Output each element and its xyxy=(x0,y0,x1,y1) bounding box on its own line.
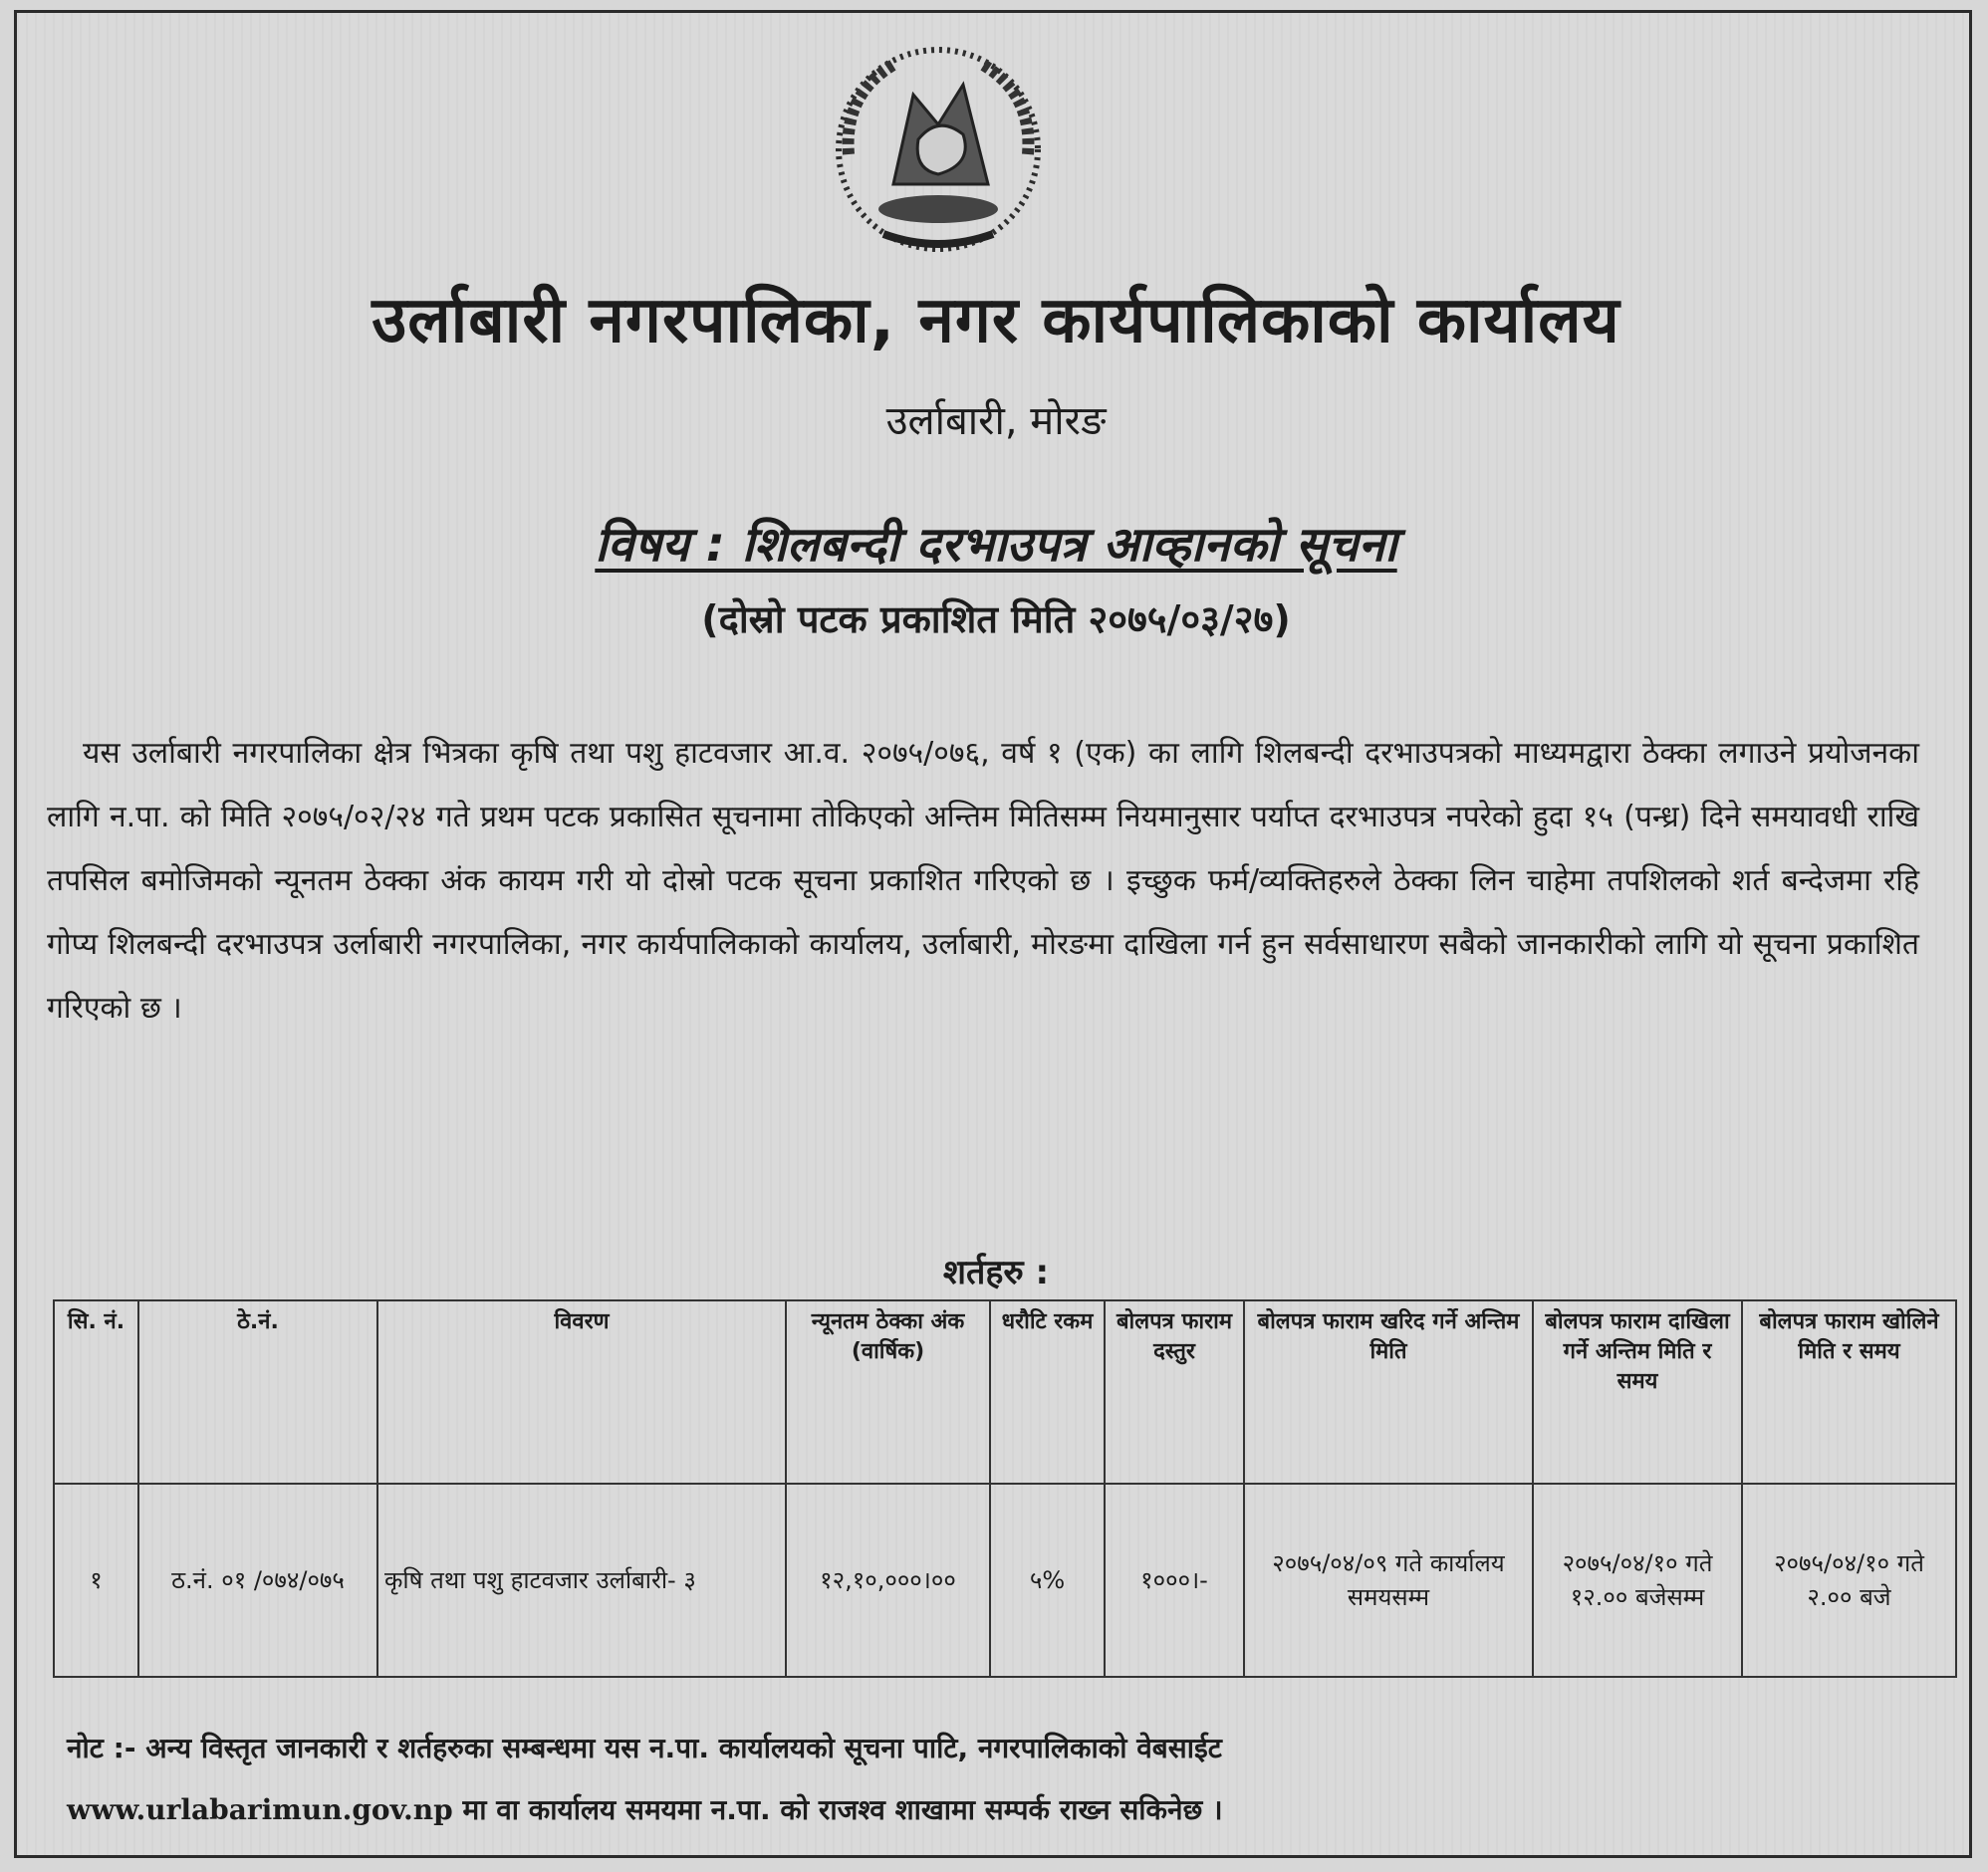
cell-sn: १ xyxy=(54,1484,138,1677)
col-description: विवरण xyxy=(377,1300,786,1484)
cell-contract-no: ठ.नं. ०१ /०७४/०७५ xyxy=(138,1484,377,1677)
col-contract-no: ठे.नं. xyxy=(138,1300,377,1484)
cell-opening: २०७५/०४/१० गते २.०० बजे xyxy=(1742,1484,1956,1677)
col-sn: सि. नं. xyxy=(54,1300,138,1484)
cell-form-fee: १०००।- xyxy=(1105,1484,1244,1677)
notice-paper xyxy=(14,10,1972,1858)
cell-min-amount: १२,१०,०००।०० xyxy=(786,1484,990,1677)
col-deposit: धरौटि रकम xyxy=(990,1300,1105,1484)
cell-submission-deadline: २०७५/०४/१० गते १२.०० बजेसम्म xyxy=(1533,1484,1742,1677)
government-emblem-icon xyxy=(824,35,1053,264)
cell-description: कृषि तथा पशु हाटवजार उर्लाबारी- ३ xyxy=(377,1484,786,1677)
footer-note xyxy=(67,1718,1919,1841)
office-title: उर्लाबारी नगरपालिका, नगर कार्यपालिकाको कार्यालय xyxy=(372,284,1620,357)
conditions-table xyxy=(53,1299,1957,1678)
conditions-title: शर्तहरु : xyxy=(942,1253,1050,1292)
publish-date-note: (दोस्रो पटक प्रकाशित मिति २०७५/०३/२७) xyxy=(701,597,1291,641)
col-min-amount: न्यूनतम ठेक्का अंक (वार्षिक) xyxy=(786,1300,990,1484)
col-form-fee: बोलपत्र फाराम दस्तुर xyxy=(1105,1300,1244,1484)
notice-paragraph: यस उर्लाबारी नगरपालिका क्षेत्र भित्रका कृषि तथा पशु हाटवजार आ.व. २०७५/०७६, वर्ष १ (एक) का लागि शिलबन्दी दरभाउपत्रको माध्यमद्वारा ठेक्का लगाउने प्रयोजनका लागि न.पा. को मिति २०७५/०२/२४ गते प्रथम पटक प्रकासित सूचनामा तोकिएको अन्तिम मितिसम्म नियमानुसार पर्याप्त दरभाउपत्र नपरेको हुदा १५ (पन्ध्र) दिने समयावधी राखि तपसिल बमोजिमको न्यूनतम ठेक्का अंक कायम गरी यो दोस्रो पटक सूचना प्रकाशित गरिएको छ । इच्छुक फर्म/व्यक्तिहरुले ठेक्का लिन चाहेमा तपशिलको शर्त बन्देजमा रहि गोप्य शिलबन्दी दरभाउपत्र उर्लाबारी नगरपालिका, नगर कार्यपालिकाको कार्यालय, उर्लाबारी, मोरङमा दाखिला गर्न हुन सर्वसाधारण सबैको जानकारीको लागि यो सूचना प्रकाशित गरिएको छ । xyxy=(47,736,1919,1026)
col-purchase-deadline: बोलपत्र फाराम खरिद गर्ने अन्तिम मिति xyxy=(1244,1300,1533,1484)
notice-subject xyxy=(17,511,1975,576)
note-text: नोट :- अन्य विस्तृत जानकारी र शर्तहरुका सम्बन्धमा यस न.पा. कार्यालयको सूचना पाटि, नगरपालिकाको वेबसाईट xyxy=(67,1732,1222,1764)
notice-subject-text: विषय : शिलबन्दी दरभाउपत्र आव्हानको सूचना xyxy=(595,517,1397,573)
cell-deposit: ५% xyxy=(990,1484,1105,1677)
office-location: उर्लाबारी, मोरङ xyxy=(885,398,1107,444)
col-opening: बोलपत्र फाराम खोलिने मिति र समय xyxy=(1742,1300,1956,1484)
cell-purchase-deadline: २०७५/०४/०९ गते कार्यालय समयसम्म xyxy=(1244,1484,1533,1677)
note-text-after: मा वा कार्यालय समयमा न.पा. को राजश्व शाखामा सम्पर्क राख्न सकिनेछ । xyxy=(452,1793,1223,1826)
website-link[interactable]: www.urlabarimun.gov.np xyxy=(67,1793,453,1826)
table-row xyxy=(54,1484,1956,1677)
table-header-row xyxy=(54,1300,1956,1484)
col-submission-deadline: बोलपत्र फाराम दाखिला गर्ने अन्तिम मिति र समय xyxy=(1533,1300,1742,1484)
